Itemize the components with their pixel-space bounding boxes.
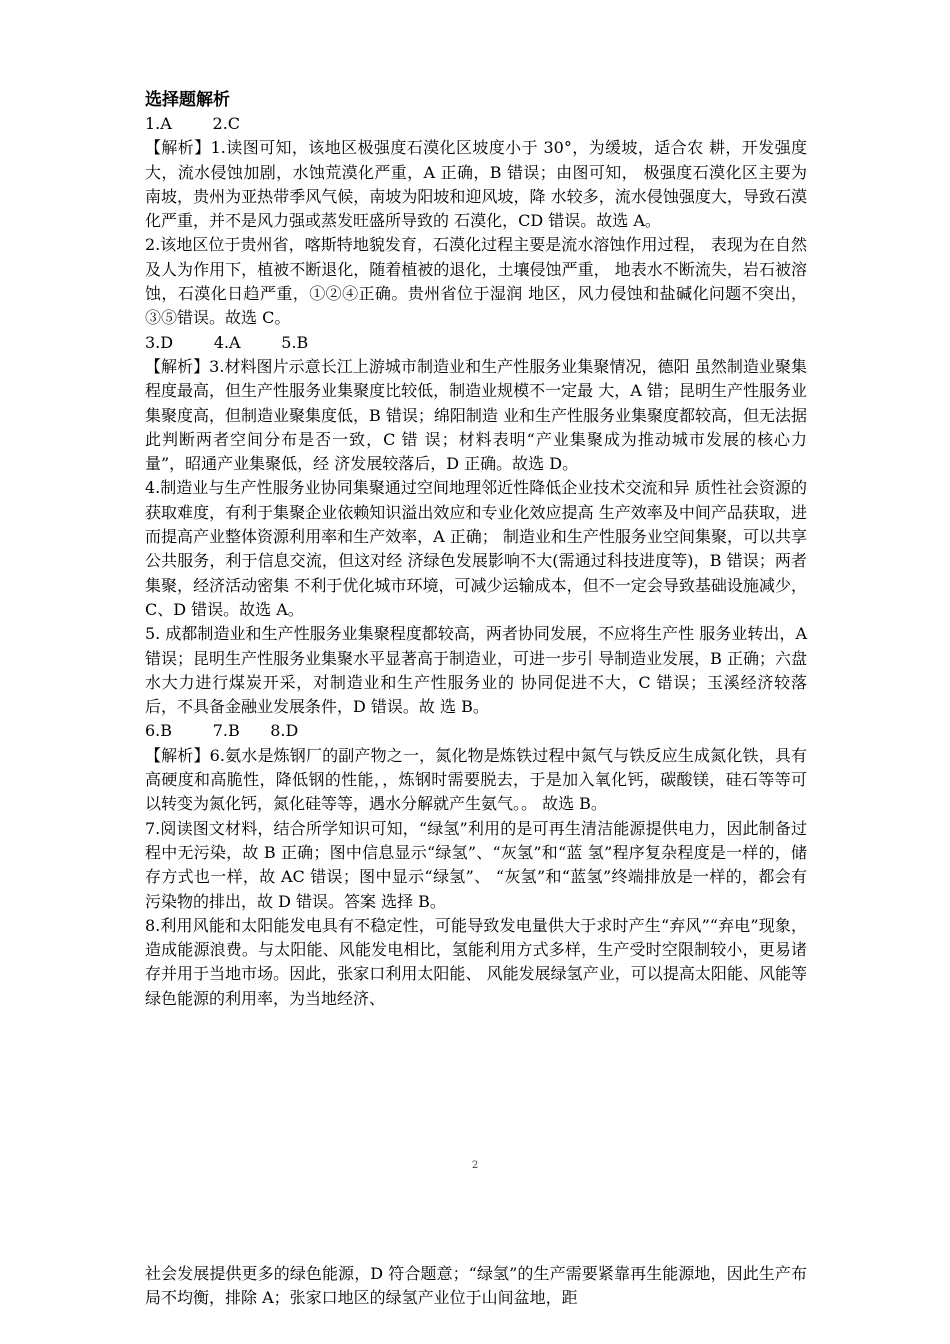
section-title: 选择题解析 <box>145 90 230 110</box>
next-page-text: 社会发展提供更多的绿色能源，D 符合题意；“绿氢”的生产需要紧靠再生能源地，因此生产布局不均衡，排除 A；张家口地区的绿氢产业位于山间盆地，距 <box>145 1264 807 1308</box>
explanation-2: 2.该地区位于贵州省，喀斯特地貌发育，石漠化过程主要是流水溶蚀作用过程， 表现为在自然及人为作用下，植被不断退化，随着植被的退化，土壤侵蚀严重， 地表水不断流失，岩石被溶蚀，石漠化日趋严重，①②④正确。贵州省位于湿润 地区，风力侵蚀和盐碱化问题不突出，③⑤错误。故选 C。 <box>145 235 807 328</box>
explanation-8: 8.利用风能和太阳能发电具有不稳定性，可能导致发电量供大于求时产生“弃风”“弃电”现象，造成能源浪费。与太阳能、风能发电相比，氢能利用方式多样，生产受时空限制较小，更易诸存并用于当地市场。因此，张家口利用太阳能、 风能发展绿氢产业，可以提高太阳能、风能等绿色能源的利用率，为当地经济、 <box>145 915 807 1008</box>
explanation-6: 【解析】6.氨水是炼钢厂的副产物之一，氮化物是炼铁过程中氮气与铁反应生成氮化铁，具有高硬度和高脆性，降低钢的性能，，炼钢时需要脱去，于是加入氧化钙，碳酸镁，硅石等等可以转变为氮化钙，氮化硅等等，遇水分解就产生氨气。。 故选 B。 <box>145 745 807 814</box>
page-number: 2 <box>471 1160 479 1171</box>
page-body <box>145 88 807 1011</box>
explanation-3: 【解析】3.材料图片示意长江上游城市制造业和生产性服务业集聚情况，德阳 虽然制造业聚集程度最高，但生产性服务业集聚度比较低，制造业规模不一定最 大，A 错；昆明生产性服务业集聚度高，但制造业聚集度低，B 错误；绵阳制造 业和生产性服务业集聚度都较高，但无法据此判断两者空间分布是否一致，C 错 误；材料表明“产业集聚成为推动城市发展的核心力量”，昭通产业集聚低，经 济发展较落后，D 正确。故选 D。 <box>145 356 807 474</box>
explanation-5: 5. 成都制造业和生产性服务业集聚程度都较高，两者协同发展，不应将生产性 服务业转出，A 错误；昆明生产性服务业集聚水平显著高于制造业，可进一步引 导制造业发展，B 正确；六盘水大力进行煤炭开采，对制造业和生产性服务业的 协同促进不大，C 错误；玉溪经济较落后，不具备金融业发展条件，D 错误。故 选 B。 <box>145 624 807 717</box>
explanation-7: 7.阅读图文材料，结合所学知识可知，“绿氢”利用的是可再生清洁能源提供电力，因此制备过程中无污染，故 B 正确；图中信息显示“绿氢”、“灰氢”和“蓝 氢”程序复杂程度是一样的，储存方式也一样，故 AC 错误；图中显示“绿氢”、 “灰氢”和“蓝氢”终端排放是一样的，都会有污染物的排出，故 D 错误。答案 选择 B。 <box>145 818 807 911</box>
answer-key-6-8: 6.B 7.B 8.D <box>145 721 299 741</box>
answer-key-1-2: 1.A 2.C <box>145 114 241 133</box>
next-page-body <box>145 1262 807 1311</box>
explanation-1: 【解析】1.读图可知，该地区极强度石漠化区坡度小于 30°，为缓坡，适合农 耕，开发强度大，流水侵蚀加剧，水蚀荒漠化严重，A 正确，B 错误；由图可知， 极强度石漠化区主要为南坡，贵州为亚热带季风气候，南坡为阳坡和迎风坡，降 水较多，流水侵蚀强度大，导致石漠化严重，并不是风力强或蒸发旺盛所导致的 石漠化，CD 错误。故选 A。 <box>145 138 807 231</box>
answer-key-3-5: 3.D 4.A 5.B <box>145 332 309 352</box>
explanation-4: 4.制造业与生产性服务业协同集聚通过空间地理邻近性降低企业技术交流和异 质性社会资源的获取难度，有利于集聚企业依赖知识溢出效应和专业化效应提高 生产效率及中间产品获取，进而提高产业整体资源利用率和生产效率，A 正确； 制造业和生产性服务业空间集聚，可以共享公共服务，利于信息交流，但这对经 济绿色发展影响不大(需通过科技进度等)，B 错误；两者集聚，经济活动密集 不利于优化城市环境，可减少运输成本，但不一定会导致基础设施减少，C、D 错误。故选 A。 <box>145 478 807 619</box>
